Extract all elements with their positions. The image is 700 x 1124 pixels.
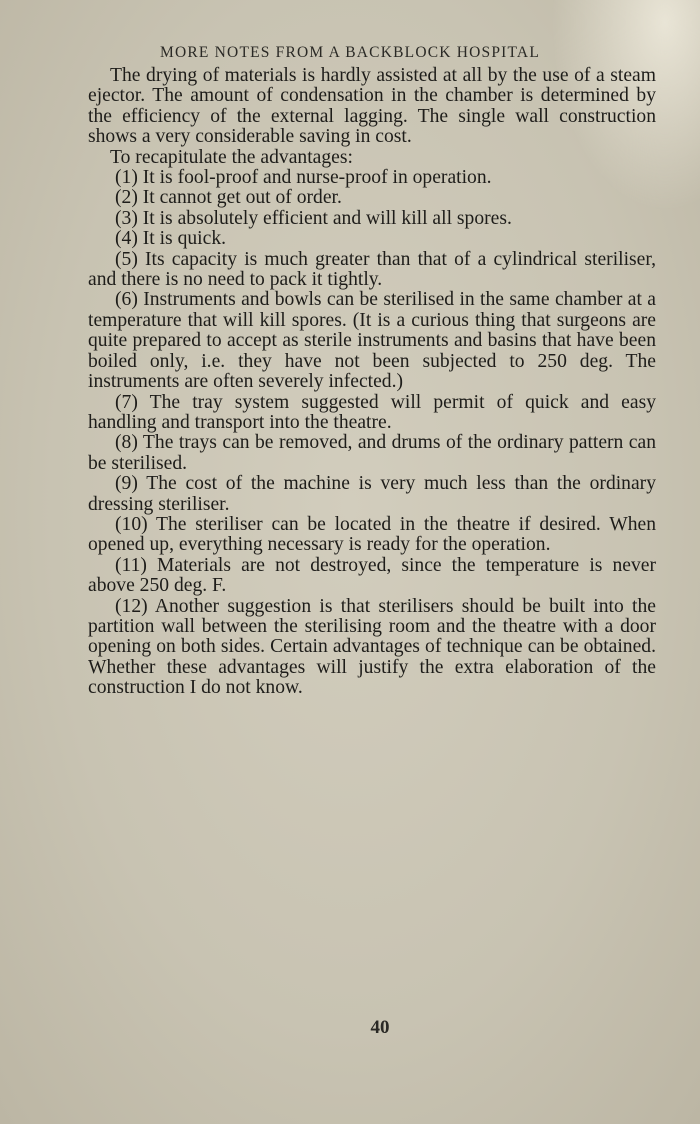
advantage-3: (3) It is absolutely efficient and will kill all spores. [115,207,512,229]
advantage-7: (7) The tray system suggested will permit of quick and easy handling and transport into the theatre. [88,391,656,433]
advantage-5: (5) Its capacity is much greater than that of a cylindrical steriliser, and there is no need to pack it tightly. [88,248,656,291]
advantage-2: (2) It cannot get out of order. [115,187,342,209]
advantage-8: (8) The trays can be removed, and drums of the ordinary pattern can be sterilised. [88,432,656,474]
advantage-11: (11) Materials are not destroyed, since the temperature is never above 250 deg. F. [88,554,656,597]
body-text [88,66,656,699]
paragraph-recapitulate: To recapitulate the advantages: [110,146,353,168]
advantage-9: (9) The cost of the machine is very much less than the ordinary dressing steriliser. [88,473,656,515]
page-number: 40 [370,1017,390,1038]
paragraph-drying: The drying of materials is hardly assisted at all by the use of a steam ejector. The amount of condensation in the chamber is determined by the efficiency of the external lagging. The single wall construction shows a very considerable saving in cost. [88,65,656,148]
advantage-4: (4) It is quick. [115,228,227,250]
advantage-12: (12) Another suggestion is that sterilisers should be built into the partition wall between the sterilising room and the theatre with a door opening on both sides. Certain advantages of technique can be obtained. Whether these advantages will justify the extra elaboration of the construction I do not know. [88,595,656,699]
advantage-10: (10) The steriliser can be located in the theatre if desired. When opened up, everything necessary is ready for the operation. [88,513,656,556]
advantage-6: (6) Instruments and bowls can be sterilised in the same chamber at a temperature that will kill spores. (It is a curious thing that surgeons are quite prepared to accept as sterile instruments and basins that have been boiled only, i.e. they have not been subjected to 250 deg. The instruments are often severely infected.) [88,289,656,393]
running-head: MORE NOTES FROM A BACKBLOCK HOSPITAL [160,44,540,61]
advantage-1: (1) It is fool-proof and nurse-proof in operation. [115,167,492,189]
